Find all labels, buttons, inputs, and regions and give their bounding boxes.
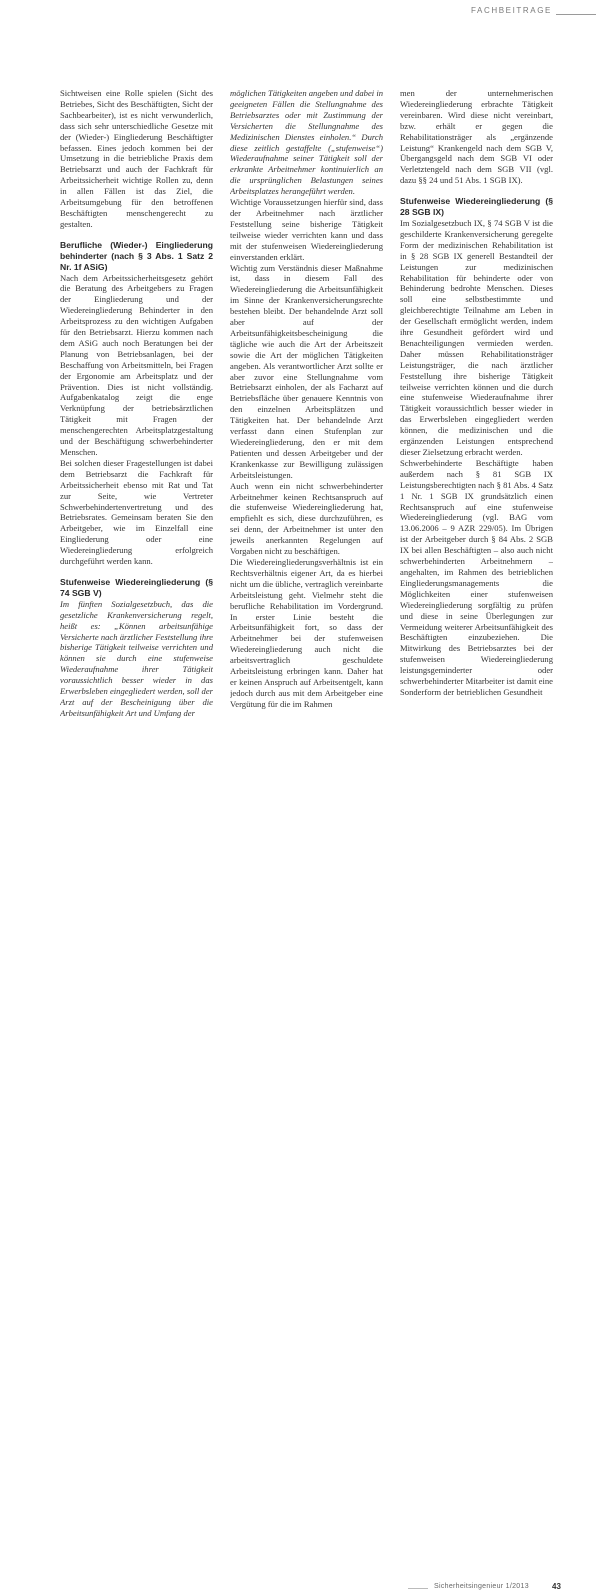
column-1 [60, 88, 213, 768]
section-label: FACHBEITRAGE [467, 6, 556, 15]
page-number: 43 [552, 1582, 561, 1591]
body-paragraph: Wichtig zum Verständnis dieser Maßnahme ist, dass in diesem Fall des Wiedereingliederung die Arbeitsunfähigkeit im Sinne der Krankenversicherungsrechte bestehen bleibt. Der behandelnde Arzt soll aber auf der Arbeitsunfähigkeitsbescheinigung die tägliche wie auch die Art der Arbeitszeit sowie die Art der möglichen Tätigkeiten angeben. Als verantwortlicher Arzt sollte er aber zuvor eine Stellungnahme vom Betriebsarzt einholen, der als Facharzt auf Betriebsfläche über genauere Kenntnis von den einzelnen Arbeitsplätzen und Tätigkeiten hat. Der behandelnde Arzt verfasst dann einen Stufenplan zur Wiedereingliederung, den er mit dem Patienten und dessen Arbeitgeber und der Krankenkasse zur Bewilligung zulässigen Arbeitsleistungen. [230, 262, 383, 480]
body-paragraph: Sichtweisen eine Rolle spielen (Sicht des Betriebes, Sicht des Beschäftigten, Sicht der Sachbearbeiter), ist es nicht verwunderlich, dass sich sehr unterschiedliche Gesetze mit der (Wieder-) Eingliederung Beschäftigter befassen. Eines jedoch kommen bei der Umsetzung in die betriebliche Praxis dem Betriebsarzt und auch der Fachkraft für Arbeitssicherheit wichtige Rollen zu, denn in allen Fällen ist das Ziel, die Arbeitsumgebung für den betroffenen Beschäftigten menschengerecht zu gestalten. [60, 88, 213, 229]
body-paragraph: Die Wiedereingliederungsverhältnis ist ein Rechtsverhältnis eigener Art, da es hierbei nicht um die übliche, vertraglich vereinbarte Arbeitsleistung geht. Vielmehr steht die berufliche Rehabilitation im Vordergrund. In erster Linie besteht die Arbeitsunfähigkeit fort, so dass der Arbeitnehmer bei der stufenweisen Wiedereingliederung auch nicht die arbeitsvertraglich geschuldete Arbeitsleistung erbringen kann. Daher hat er keinen Anspruch auf Arbeitsentgelt, kann jedoch durch aus mit dem Arbeitgeber eine Vergütung für die im Rahmen [230, 556, 383, 709]
section-heading: Berufliche (Wieder-) Eingliederung behinderter (nach § 3 Abs. 1 Satz 2 Nr. 1f ASiG) [60, 239, 213, 272]
body-paragraph: Bei solchen dieser Fragestellungen ist dabei dem Betriebsarzt die Fachkraft für Arbeitssicherheit ebenso mit Rat und Tat zur Seite, wie Vertreter Schwerbehindertenvertretung und des Betriebsrates. Gemeinsam beraten Sie den Arbeitgeber, wie im Einzelfall eine Eingliederung oder eine Wiedereingliederung erfolgreich durchgeführt werden kann. [60, 457, 213, 567]
journal-name: Sicherheitsingenieur 1/2013 [434, 1583, 529, 1590]
body-paragraph: Nach dem Arbeitssicherheitsgesetz gehört die Beratung des Arbeitgebers zu Fragen der Eingliederung und der Wiedereingliederung Behinderter in den Arbeitsprozess zu den wichtigen Aufgaben für den Betriebsarzt. Hierzu kommen nach dem ASiG auch noch Beratungen bei der Planung von Betriebsanlagen, bei der Beschaffung von Arbeitsmitteln, bei Fragen der Ergonomie am Arbeitsplatz und der Prävention. Dies ist nicht vollständig. Aufgabenkatalog zeigt die enge Verknüpfung der betriebsärztlichen Tätigkeit mit Fragen der menschengerechten Arbeitsplatzgestaltung und der Beschäftigung schwerbehinderter Menschen. [60, 272, 213, 457]
body-paragraph: Wichtige Voraussetzungen hierfür sind, dass der Arbeitnehmer nach ärztlicher Feststellung seine bisherige Tätigkeit teilweise wieder verrichten kann und dass mit der stufenweisen Wiedereingliederung einverstanden erklärt. [230, 197, 383, 262]
article-body [60, 88, 553, 768]
body-paragraph: Im fünften Sozialgesetzbuch, das die gesetzliche Krankenversicherung regelt, heißt es: „Können arbeitsunfähige Versicherte nach ärztlicher Feststellung ihre bisherige Tätigkeit teilweise verrichten und können sie durch eine stufenweise Wiederaufnahme ihrer Tätigkeit voraussichtlich besser wieder in das Erwerbsleben eingegliedert werden, soll der Arzt auf der Bescheinigung über die Arbeitsunfähigkeit Art und Umfang der [60, 598, 213, 718]
column-3 [400, 88, 553, 768]
body-paragraph: men der unternehmerischen Wiedereingliederung erbrachte Tätigkeit vereinbaren. Wird diese nicht vereinbart, bzw. erhält er gegen die Rehabilitationsträger als „ergänzende Leistung“ Krankengeld nach dem SGB V, Übergangsgeld nach dem SGB VI oder Verletztengeld nach dem SGB VII (vgl. dazu §§ 24 und 51 Abs. 1 SGB IX). [400, 88, 553, 186]
section-heading: Stufenweise Wiedereingliederung (§ 74 SGB V) [60, 576, 213, 598]
section-heading: Stufenweise Wiedereingliederung (§ 28 SGB IX) [400, 196, 553, 218]
footer-rule [408, 1588, 428, 1589]
page-footer [0, 790, 596, 1591]
column-2 [230, 88, 383, 768]
body-paragraph: Im Sozialgesetzbuch IX, § 74 SGB V ist die geschilderte Krankenversicherung geregelte Form der medizinischen Rehabilitation ist in § 28 SGB IX generell Bestandteil der Leistungen zur medizinischen Rehabilitation für behinderte oder von Behinderung bedrohte Menschen. Dieses soll eine selbstbestimmte und gleichberechtigte Teilnahme am Leben in der Gesellschaft ermöglicht werden, indem ihre Gesundheit gefördert wird und Benachteiligungen vermieden werden. Daher müssen Rehabilitationsträger Leistungsträger, die nach ärztlicher Feststellung ihre bisherige Tätigkeit teilweise verrichten können und die durch eine stufenweise Wiederaufnahme ihrer Tätigkeit voraussichtlich besser wieder in das Erwerbsleben eingegliedert werden können, die medizinischen und die ergänzenden Leistungen entsprechend dieser Zielsetzung erbracht werden. [400, 217, 553, 457]
body-paragraph: möglichen Tätigkeiten angeben und dabei in geeigneten Fällen die Stellungnahme des Betriebsarztes oder mit Zustimmung der Versicherten die Stellungnahme des Medizinischen Dienstes einholen.“ Durch diese zeitlich gestaffelte („stufenweise“) Wiederaufnahme seiner Tätigkeit soll der erkrankte Arbeitnehmer kontinuierlich an die ursprünglichen Belastungen seines Arbeitsplatzes herangeführt werden. [230, 88, 383, 197]
body-paragraph: Auch wenn ein nicht schwerbehinderter Arbeitnehmer keinen Rechtsanspruch auf die stufenweise Wiedereingliederung hat, empfiehlt es sich, diese durchzuführen, es sei denn, der Arbeitnehmer ist unter den jeweils anerkannten Regelungen auf Vorgaben nicht zu beschäftigen. [230, 480, 383, 557]
page-header [0, 0, 596, 22]
body-paragraph: Schwerbehinderte Beschäftigte haben außerdem nach § 81 SGB IX Leistungsberechtigten nach § 81 Abs. 4 Satz 1 Nr. 1 SGB IX grundsätzlich einen Rechtsanspruch auf eine stufenweise Wiedereingliederung (vgl. BAG vom 13.06.2006 – 9 AZR 229/05). Im Übrigen ist der Arbeitgeber durch § 84 Abs. 2 SGB IX bei allen Beschäftigten – also auch nicht schwerbehinderten Arbeitnehmern – angehalten, im Rahmen des betrieblichen Eingliederungsmanagements die Möglichkeiten einer stufenweisen Wiedereingliederung sorgfältig zu prüfen und diese in seine Überlegungen zur Vermeidung weiterer Arbeitsunfähigkeit des Beschäftigten einzubeziehen. Die Mitwirkung des Betriebsarztes bei der stufenweisen Wiedereingliederung leistungsgeminderter oder schwerbehinderter Mitarbeiter ist damit eine Sonderform der betrieblichen Gesundheit [400, 457, 553, 697]
